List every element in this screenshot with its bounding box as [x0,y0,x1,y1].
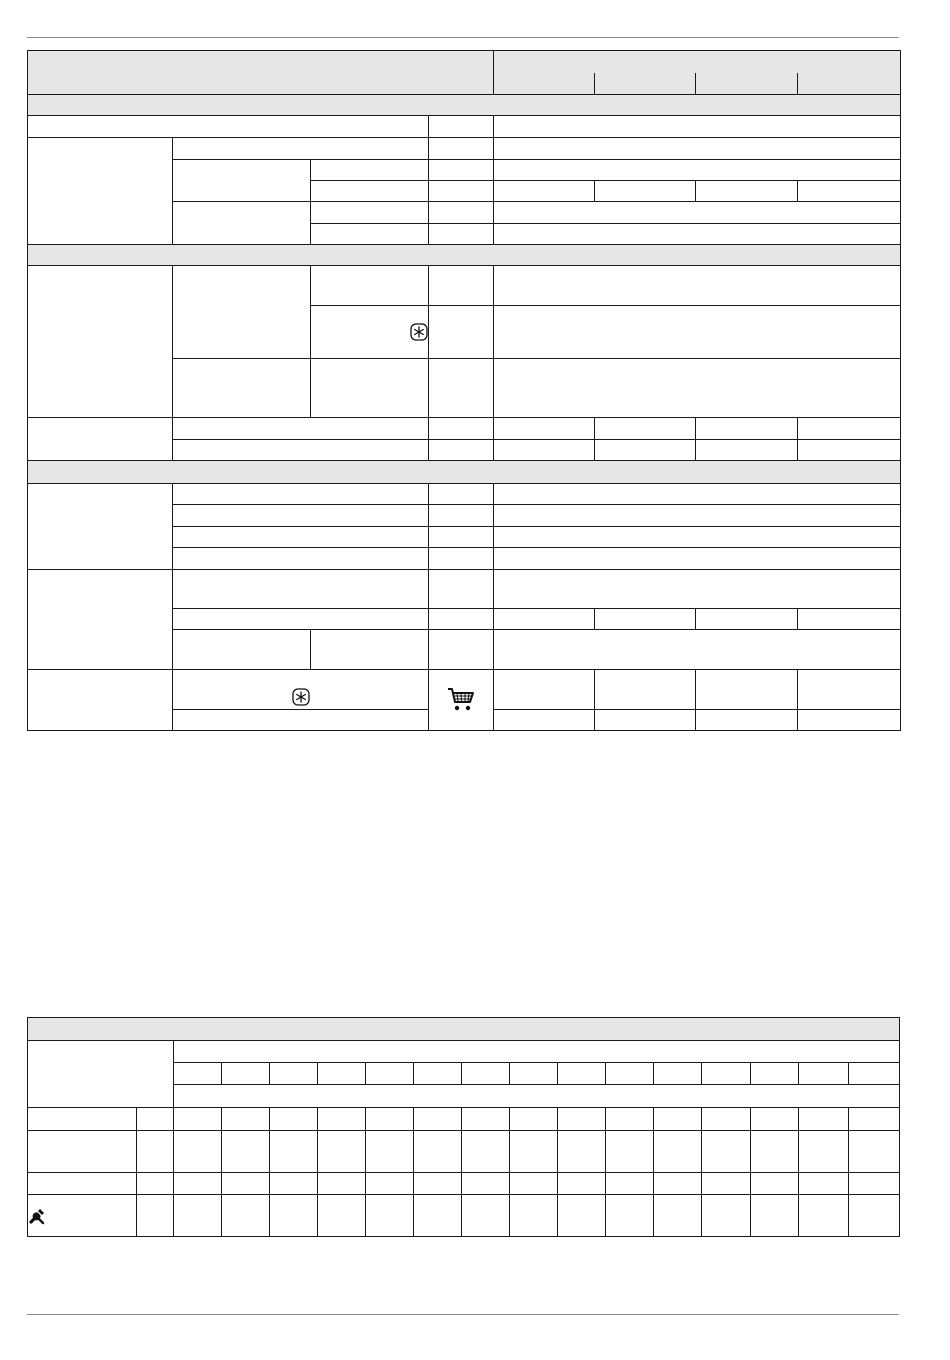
spec-row-label [311,181,429,202]
schedule-cell [510,1195,558,1237]
spec-unit [429,484,494,505]
spec-value [494,306,901,359]
spec-row-label [311,359,429,418]
spec-value [595,418,696,440]
schedule-cell [366,1195,414,1237]
spec-unit [429,548,494,570]
schedule-cell [558,1173,606,1195]
accessory-order-cell [429,670,494,731]
footer-rule [27,1314,899,1315]
spec-value [494,505,901,527]
schedule-cell [270,1108,318,1131]
spec-unit [429,359,494,418]
spec-value [494,570,901,609]
snowflake-icon [410,323,428,341]
schedule-row-unit [137,1131,174,1173]
spec-value [696,710,798,731]
spec-model-header [798,73,901,95]
spec-value [494,527,901,548]
spec-value [696,609,798,630]
spec-subgroup-label [173,266,311,359]
spec-unit [429,609,494,630]
spec-value [595,670,696,710]
schedule-cell [798,1195,848,1237]
schedule-cell [414,1195,462,1237]
spec-row-label [28,116,429,138]
schedule-col-header [702,1063,750,1085]
schedule-col-header [654,1063,702,1085]
schedule-cell [606,1195,654,1237]
snowflake-icon [292,688,310,706]
spec-value [494,484,901,505]
schedule-cell [318,1108,366,1131]
schedule-cell [654,1195,702,1237]
schedule-cell [222,1195,270,1237]
schedule-cell [654,1173,702,1195]
spec-value [494,670,595,710]
spec-row-label [311,266,429,306]
schedule-row-unit [137,1173,174,1195]
schedule-cell [702,1195,750,1237]
schedule-col-header [798,1063,848,1085]
spec-value [494,440,595,461]
schedule-cell [798,1131,848,1173]
spec-unit [429,527,494,548]
spec-unit [429,160,494,181]
schedule-cell [174,1108,222,1131]
spec-unit [429,306,494,359]
spec-subgroup-label [173,630,311,670]
schedule-col-header [318,1063,366,1085]
schedule-cell [270,1173,318,1195]
schedule-cell [654,1108,702,1131]
schedule-cell [848,1131,899,1173]
schedule-cell [270,1131,318,1173]
spec-value [696,440,798,461]
schedule-table [27,1017,900,1237]
spec-value [494,630,901,670]
schedule-cell [462,1108,510,1131]
spec-value [798,440,901,461]
schedule-cell [702,1173,750,1195]
schedule-cell [414,1173,462,1195]
schedule-cell [318,1173,366,1195]
spec-subgroup-label [173,202,311,245]
schedule-cell [510,1131,558,1173]
schedule-cell [462,1173,510,1195]
spec-row-label [311,160,429,181]
spec-row-label [311,306,429,359]
schedule-header-corner [28,1041,174,1108]
spec-value [494,609,595,630]
spec-model-header [494,73,595,95]
schedule-row-label [28,1108,137,1131]
spec-row-label [173,505,429,527]
spec-row-label [173,548,429,570]
spec-group-label [28,266,173,418]
schedule-cell [318,1195,366,1237]
spec-row-label [311,224,429,245]
spec-section-header [28,95,901,116]
spec-value [595,440,696,461]
schedule-cell [318,1131,366,1173]
spec-row-label [173,440,429,461]
schedule-row-label [28,1173,137,1195]
schedule-cell [414,1131,462,1173]
schedule-cell [366,1108,414,1131]
spec-value [798,609,901,630]
spec-value [494,548,901,570]
spec-unit [429,440,494,461]
spec-value [696,181,798,202]
spec-value [494,266,901,306]
schedule-cell [222,1131,270,1173]
schedule-cell [750,1195,798,1237]
spec-value [798,710,901,731]
spec-section-header [28,245,901,266]
spec-value [798,670,901,710]
schedule-cell [848,1173,899,1195]
spec-value [494,359,901,418]
spec-row-label [173,138,429,160]
spec-unit [429,224,494,245]
spec-model-group-header [494,51,901,73]
spec-unit [429,570,494,609]
schedule-cell [798,1173,848,1195]
schedule-row-label [28,1195,137,1237]
spec-unit [429,418,494,440]
header-rule [27,37,899,38]
schedule-row-unit [137,1108,174,1131]
spec-table [27,50,901,731]
schedule-cell [174,1195,222,1237]
schedule-col-header [750,1063,798,1085]
shopping-cart-icon [447,687,475,713]
schedule-col-header [848,1063,899,1085]
spec-value [696,670,798,710]
spec-row-label [311,630,429,670]
schedule-cell [462,1195,510,1237]
schedule-cell [558,1131,606,1173]
schedule-col-header [414,1063,462,1085]
spec-unit [429,505,494,527]
spec-row-label [173,670,429,710]
schedule-cell [558,1195,606,1237]
spec-value [494,116,901,138]
spec-value [494,160,901,181]
schedule-col-header [174,1063,222,1085]
schedule-col-header [222,1063,270,1085]
spec-unit [429,202,494,224]
schedule-cell [606,1131,654,1173]
spec-model-header [696,73,798,95]
spec-unit [429,138,494,160]
schedule-cell [750,1173,798,1195]
schedule-cell [798,1108,848,1131]
spec-row-label [173,484,429,505]
schedule-cell [848,1108,899,1131]
schedule-row-unit [137,1195,174,1237]
schedule-group-header [174,1041,900,1063]
schedule-cell [510,1173,558,1195]
spec-value [494,181,595,202]
schedule-cell [222,1173,270,1195]
schedule-cell [654,1131,702,1173]
schedule-cell [606,1173,654,1195]
spec-value [595,181,696,202]
spec-row-label [173,570,429,609]
spec-group-label [28,418,173,461]
schedule-cell [848,1195,899,1237]
schedule-row-label [28,1131,137,1173]
spec-row-label [311,202,429,224]
schedule-cell [750,1108,798,1131]
wrench-icon [28,1207,46,1225]
spec-value [696,418,798,440]
schedule-cell [174,1131,222,1173]
spec-row-label [173,609,429,630]
spec-model-header [595,73,696,95]
spec-unit [429,266,494,306]
spec-row-label [173,710,429,731]
spec-row-label [173,527,429,548]
schedule-cell [414,1108,462,1131]
spec-value [494,138,901,160]
spec-group-label [28,670,173,731]
spec-unit [429,630,494,670]
spec-value [595,609,696,630]
spec-value [494,224,901,245]
spec-unit [429,116,494,138]
schedule-cell [462,1131,510,1173]
schedule-cell [606,1108,654,1131]
schedule-col-header [510,1063,558,1085]
schedule-cell [270,1195,318,1237]
spec-unit [429,181,494,202]
schedule-cell [558,1108,606,1131]
schedule-title-bar [28,1018,900,1041]
spec-value [595,710,696,731]
schedule-col-header [558,1063,606,1085]
schedule-col-header [606,1063,654,1085]
schedule-cell [222,1108,270,1131]
spec-subgroup-label [173,359,311,418]
schedule-unit-header [174,1085,900,1108]
spec-group-label [28,484,173,570]
schedule-cell [366,1173,414,1195]
schedule-cell [702,1131,750,1173]
spec-group-label [28,570,173,670]
schedule-cell [750,1131,798,1173]
schedule-cell [366,1131,414,1173]
schedule-cell [174,1173,222,1195]
schedule-col-header [366,1063,414,1085]
schedule-cell [702,1108,750,1131]
schedule-col-header [270,1063,318,1085]
spec-subgroup-label [173,160,311,202]
spec-value [494,710,595,731]
spec-value [494,418,595,440]
spec-header-corner [28,51,494,95]
spec-section-header [28,461,901,484]
spec-group-label [28,138,173,245]
schedule-cell [510,1108,558,1131]
spec-row-label [173,418,429,440]
schedule-col-header [462,1063,510,1085]
spec-value [798,181,901,202]
spec-value [798,418,901,440]
spec-value [494,202,901,224]
